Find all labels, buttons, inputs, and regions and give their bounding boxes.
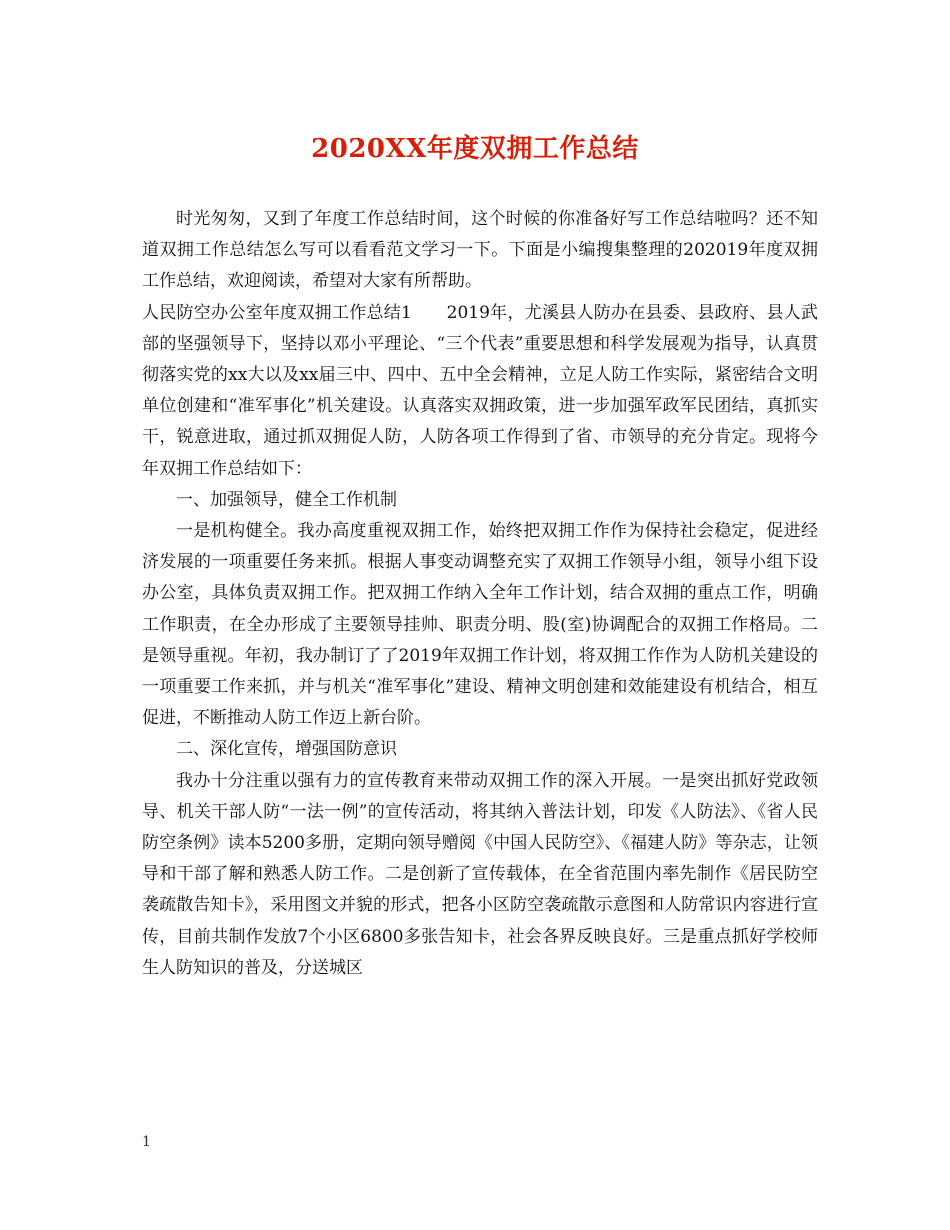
page-number: 1	[142, 1134, 151, 1150]
paragraph-summary-heading: 人民防空办公室年度双拥工作总结1 2019年，尤溪县人防办在县委、县政府、县人武部的坚强领导下，坚持以邓小平理论、“三个代表”重要思想和科学发展观为指导，认真贯彻落实党的xx大以及xx届三中、四中、五中全会精神，立足人防工作实际，紧密结合文明单位创建和“准军事化”机关建设。认真落实双拥政策，进一步加强军政军民团结，真抓实干，锐意进取，通过抓双拥促人防，人防各项工作得到了省、市领导的充分肯定。现将今年双拥工作总结如下：	[142, 302, 818, 479]
paragraph-intro: 时光匆匆，又到了年度工作总结时间，这个时候的你准备好写工作总结啦吗？还不知道双拥工作总结怎么写可以看看范文学习一下。下面是小编搜集整理的202019年度双拥工作总结，欢迎阅读，希望对大家有所帮助。	[142, 209, 818, 292]
section-heading-2: 二、深化宣传，增强国防意识	[176, 739, 397, 760]
document-body	[142, 204, 818, 984]
document-title: 2020XX年度双拥工作总结	[311, 134, 639, 164]
paragraph-section-2: 我办十分注重以强有力的宣传教育来带动双拥工作的深入开展。一是突出抓好党政领导、机关干部人防“一法一例”的宣传活动，将其纳入普法计划，印发《人防法》、《省人民防空条例》读本5200多册，定期向领导赠阅《中国人民防空》、《福建人防》等杂志，让领导和干部了解和熟悉人防工作。二是创新了宣传载体，在全省范围内率先制作《居民防空袭疏散告知卡》，采用图文并貌的形式，把各小区防空袭疏散示意图和人防常识内容进行宣传，目前共制作发放7个小区6800多张告知卡，社会各界反映良好。三是重点抓好学校师生人防知识的普及，分送城区	[142, 770, 818, 978]
section-heading-1: 一、加强领导，健全工作机制	[176, 489, 397, 510]
paragraph-section-1: 一是机构健全。我办高度重视双拥工作，始终把双拥工作作为保持社会稳定，促进经济发展的一项重要任务来抓。根据人事变动调整充实了双拥工作领导小组，领导小组下设办公室，具体负责双拥工作。把双拥工作纳入全年工作计划，结合双拥的重点工作，明确工作职责，在全办形成了主要领导挂帅、职责分明、股(室)协调配合的双拥工作格局。二是领导重视。年初，我办制订了了2019年双拥工作计划，将双拥工作作为人防机关建设的一项重要工作来抓，并与机关“准军事化”建设、精神文明创建和效能建设有机结合，相互促进，不断推动人防工作迈上新台阶。	[142, 521, 818, 729]
